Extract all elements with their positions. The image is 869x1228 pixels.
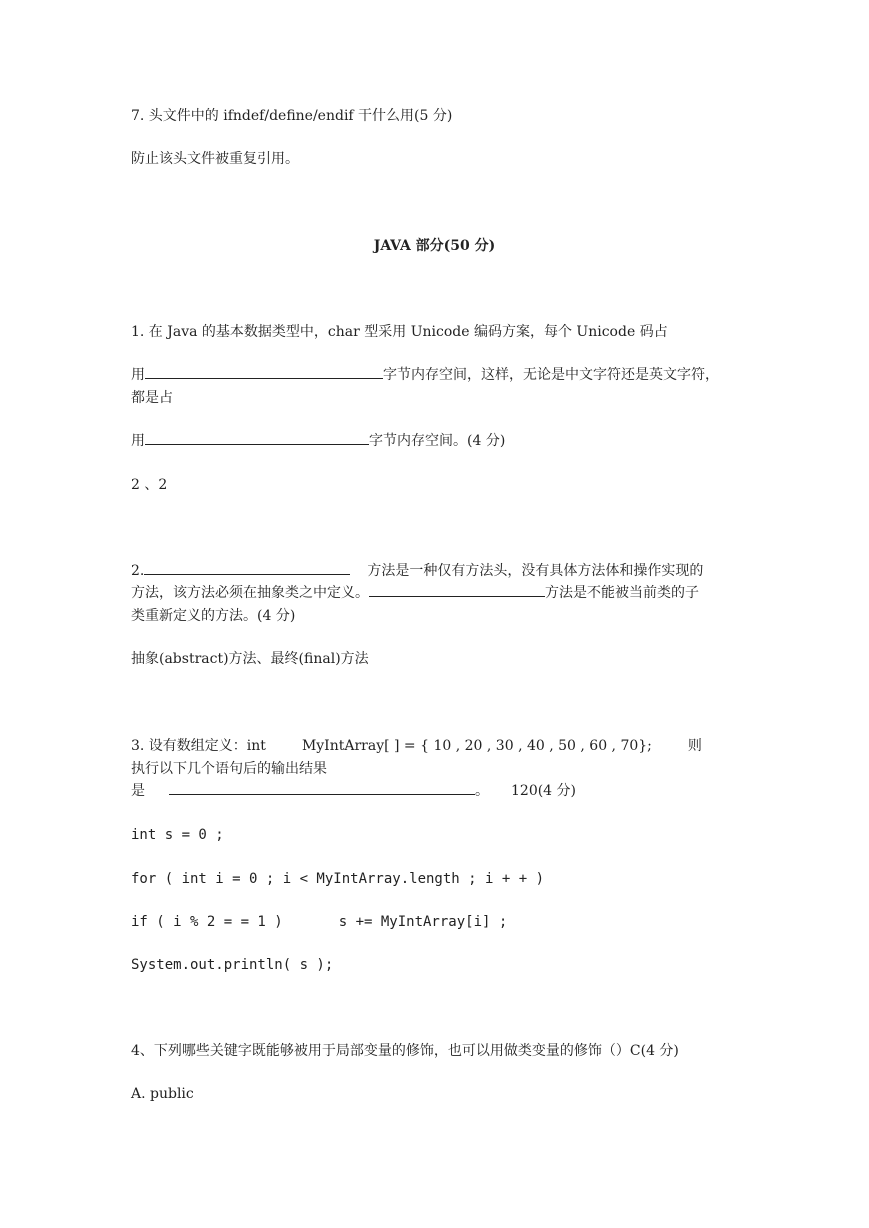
- j3-line1: [131, 735, 702, 757]
- q7-question: 7. 头文件中的 ifndef/define/endif 干什么用(5 分): [131, 108, 453, 124]
- j1-line2-prefix: 用: [131, 367, 145, 383]
- j3-line3-prefix: 是: [131, 783, 145, 799]
- j2-line2-prefix: 方法，该方法必须在抽象类之中定义。: [131, 585, 369, 601]
- j1-line3: 都是占: [131, 390, 173, 406]
- j2-blank-1: [144, 560, 350, 575]
- j1-blank-2: [145, 430, 369, 445]
- j2-line1: [131, 560, 703, 582]
- j3-code-line-4: System.out.println( s );: [131, 957, 334, 973]
- j1-line4-suffix: 字节内存空间。(4 分): [369, 433, 506, 449]
- q7-answer: 防止该头文件被重复引用。: [131, 151, 299, 167]
- j2-blank-2: [369, 582, 545, 597]
- j3-code-line-2: for ( int i = 0 ; i < MyIntArray.length ; i + + ): [131, 871, 545, 887]
- j2-line3: 类重新定义的方法。(4 分): [131, 608, 296, 624]
- j1-line1: 1. 在 Java 的基本数据类型中，char 型采用 Unicode 编码方案，每个 Unicode 码占: [131, 324, 668, 340]
- j3-line3-suffix: 。: [475, 783, 489, 799]
- j2-line1-suffix: 方法是一种仅有方法头，没有具体方法体和操作实现的: [367, 563, 704, 579]
- j3-line1-a: 3. 设有数组定义：int: [131, 738, 266, 754]
- j3-blank: [169, 780, 475, 795]
- j3-line2: 执行以下几个语句后的输出结果: [131, 761, 327, 777]
- j3-code-line-3-b: s += MyIntArray[i] ;: [338, 914, 508, 930]
- j4-option-a: A. public: [131, 1086, 194, 1102]
- j4-question: 4、下列哪些关键字既能够被用于局部变量的修饰，也可以用做类变量的修饰（）C(4 分): [131, 1043, 679, 1059]
- j3-code-line-3: [131, 911, 507, 933]
- j2-line1-prefix: 2.: [131, 563, 145, 579]
- j1-line2: [131, 364, 719, 386]
- j1-line2-suffix: 字节内存空间，这样，无论是中文字符还是英文字符，: [383, 367, 719, 383]
- j3-line3-answer: 120(4 分): [511, 783, 577, 799]
- j2-line2: [131, 582, 699, 604]
- j2-answer: 抽象(abstract)方法、最终(final)方法: [131, 651, 369, 667]
- j3-line1-b: MyIntArray[ ] = { 10 , 20 , 30 , 40 , 50 , 60 , 70};: [301, 738, 652, 754]
- j3-code-line-3-a: if ( i % 2 = = 1 ): [131, 914, 283, 930]
- j3-code-line-1: int s = 0 ;: [131, 827, 224, 843]
- j1-line4-prefix: 用: [131, 433, 145, 449]
- j1-answer: 2 、2: [131, 477, 168, 493]
- section-title: JAVA 部分(50 分): [373, 238, 496, 254]
- j2-line2-suffix: 方法是不能被当前类的子: [545, 585, 699, 601]
- j3-line3: [131, 780, 576, 802]
- j1-line4: [131, 430, 505, 452]
- j3-line1-c: 则: [687, 738, 702, 754]
- j1-blank-1: [145, 364, 383, 379]
